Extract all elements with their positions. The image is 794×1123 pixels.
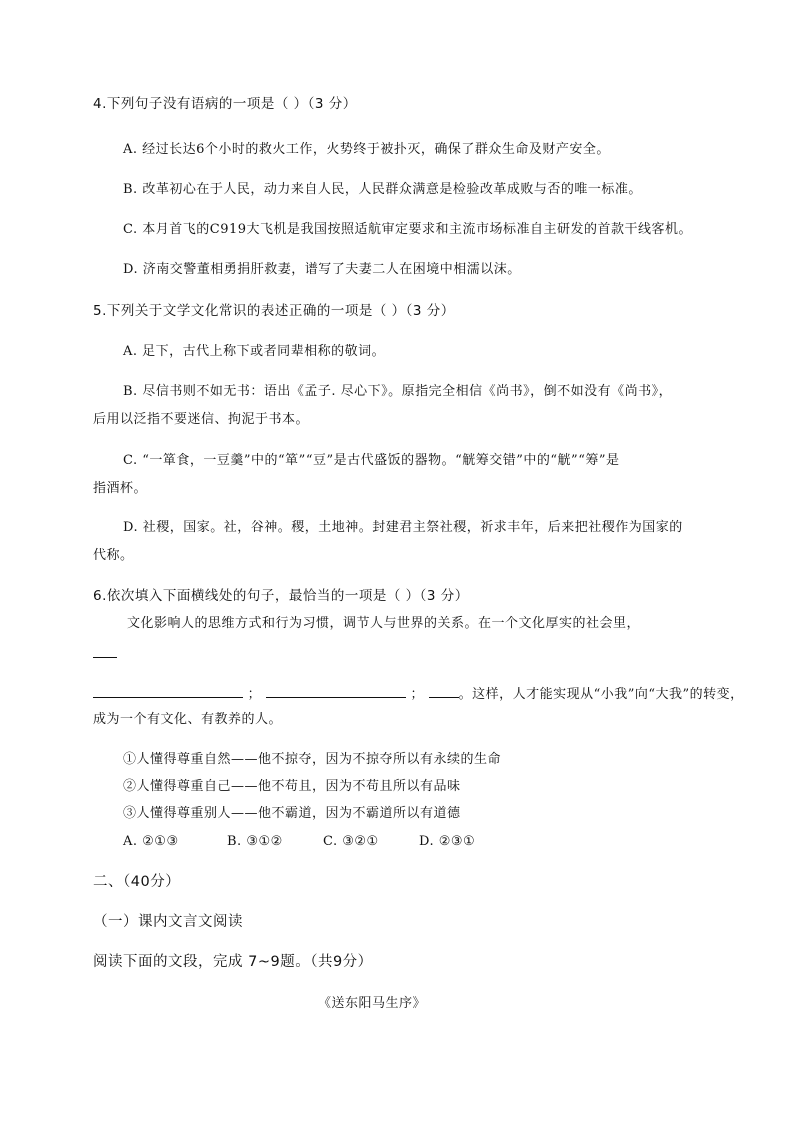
question-6-choice-a: A. ②①③ [123, 834, 179, 849]
question-4-option-c: C. 本月首飞的C919大飞机是我国按照适航审定要求和主流市场标准自主研发的首款干线客机。 [123, 222, 693, 237]
question-5-option-d-line1: D. 社稷，国家。社，谷神。稷，土地神。封建君主祭社稷，祈求丰年，后来把社稷作为国家的 [123, 520, 683, 535]
question-6-choices [123, 833, 475, 851]
question-4-option-b: B. 改革初心在于人民，动力来自人民，人民群众满意是检验改革成败与否的唯一标准。 [123, 182, 642, 197]
question-4-option-a: A. 经过长达6个小时的救火工作，火势终于被扑灭，确保了群众生命及财产安全。 [123, 142, 610, 157]
question-6-choice-c: C. ③②① [323, 834, 379, 849]
fill-blank-1 [93, 683, 243, 698]
question-5-option-c-line2: 指酒杯。 [93, 481, 148, 496]
question-6-title: 6.依次填入下面横线处的句子，最恰当的一项是（ ）（3 分） [93, 588, 469, 604]
question-5-option-b-line2: 后用以泛指不要迷信、拘泥于书本。 [93, 412, 310, 427]
question-6-choice-d: D. ②③① [419, 834, 476, 849]
question-5-option-b-line1: B. 尽信书则不如无书：语出《孟子. 尽心下》。原指完全相信《尚书》，倒不如没有《尚书》， [123, 384, 673, 399]
question-6-short-blank [93, 657, 117, 658]
blank-separator-1: ； [247, 687, 262, 702]
fill-blank-2 [266, 683, 406, 698]
question-6-passage-line3: 成为一个有文化、有教养的人。 [93, 712, 283, 727]
section-2-title: 二、（40分） [93, 874, 181, 890]
question-5-option-d-line2: 代称。 [93, 548, 134, 563]
question-5-option-a: A. 足下，古代上称下或者同辈相称的敬词。 [123, 344, 386, 359]
question-5-title: 5.下列关于文学文化常识的表述正确的一项是（ ）（3 分） [93, 303, 455, 319]
blank-separator-2: ； [410, 687, 424, 702]
question-6-item-2: ②人懂得尊重自己——他不苟且，因为不苟且所以有品味 [123, 779, 461, 794]
fill-blank-3 [429, 683, 459, 698]
question-6-choice-b: B. ③①② [227, 834, 283, 849]
question-4-option-d: D. 济南交警董相勇捐肝救妻，谱写了夫妻二人在困境中相濡以沫。 [123, 262, 521, 277]
question-6-passage-line2 [93, 683, 744, 704]
section-2-instruction: 阅读下面的文段，完成 7~9题。（共9分） [93, 954, 373, 970]
question-6-item-1: ①人懂得尊重自然——他不掠夺，因为不掠夺所以有永续的生命 [123, 752, 502, 767]
question-5-option-c-line1: C. “一箪食，一豆羹”中的“箪”“豆”是古代盛饭的器物。“觥筹交错”中的“觥”“筹”是 [123, 453, 620, 468]
section-2-subheading: （一）课内文言文阅读 [93, 914, 243, 930]
passage-title: 《送东阳马生序》 [318, 996, 427, 1011]
question-6-item-3: ③人懂得尊重别人——他不霸道，因为不霸道所以有道德 [123, 806, 461, 821]
question-4-title: 4.下列句子没有语病的一项是（ ）（3 分） [93, 96, 357, 112]
question-6-passage-line1: 文化影响人的思维方式和行为习惯，调节人与世界的关系。在一个文化厚实的社会里， [127, 616, 641, 631]
question-6-passage-tail: 。这样，人才能实现从“小我”向“大我”的转变， [458, 687, 744, 702]
